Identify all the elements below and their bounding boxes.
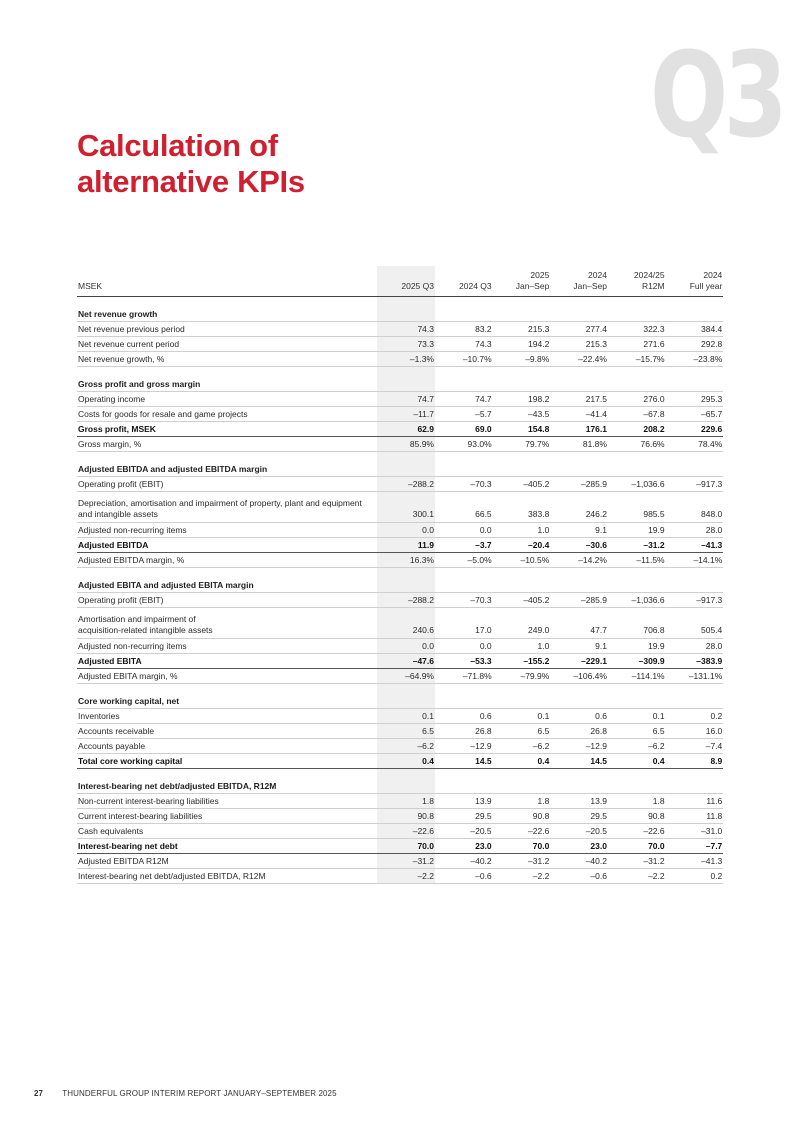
value-cell: 23.0 bbox=[550, 839, 608, 854]
value-cell: 295.3 bbox=[666, 392, 724, 407]
value-cell: 8.9 bbox=[666, 754, 724, 769]
empty-cell bbox=[493, 769, 551, 794]
value-cell: 69.0 bbox=[435, 422, 493, 437]
value-cell: –30.6 bbox=[550, 538, 608, 553]
value-cell: –23.8% bbox=[666, 352, 724, 367]
value-cell: –10.5% bbox=[493, 553, 551, 568]
row-label: Adjusted EBITDA bbox=[77, 538, 377, 553]
empty-cell bbox=[666, 684, 724, 709]
value-cell: 74.7 bbox=[435, 392, 493, 407]
empty-cell bbox=[666, 769, 724, 794]
value-cell: 0.4 bbox=[608, 754, 666, 769]
footer-text: THUNDERFUL GROUP INTERIM REPORT JANUARY–SEPTEMBER 2025 bbox=[62, 1089, 337, 1098]
empty-cell bbox=[550, 367, 608, 392]
empty-cell bbox=[550, 452, 608, 477]
row-label: Operating profit (EBIT) bbox=[77, 477, 377, 492]
footer bbox=[34, 1089, 337, 1098]
value-cell: 83.2 bbox=[435, 322, 493, 337]
column-header: 2025 Q3 bbox=[377, 266, 435, 297]
value-cell: 0.6 bbox=[550, 709, 608, 724]
value-cell: –31.2 bbox=[608, 538, 666, 553]
value-cell: 1.8 bbox=[377, 794, 435, 809]
table-total-row bbox=[77, 654, 723, 669]
value-cell: 322.3 bbox=[608, 322, 666, 337]
value-cell: 13.9 bbox=[550, 794, 608, 809]
table-row bbox=[77, 407, 723, 422]
table-row bbox=[77, 709, 723, 724]
value-cell: –20.5 bbox=[435, 824, 493, 839]
table-total-row bbox=[77, 754, 723, 769]
value-cell: –40.2 bbox=[435, 854, 493, 869]
empty-cell bbox=[550, 684, 608, 709]
value-cell: 29.5 bbox=[550, 809, 608, 824]
empty-cell bbox=[493, 367, 551, 392]
empty-cell bbox=[377, 684, 435, 709]
empty-cell bbox=[608, 297, 666, 322]
value-cell: –6.2 bbox=[377, 739, 435, 754]
value-cell: –12.9 bbox=[435, 739, 493, 754]
value-cell: 383.8 bbox=[493, 492, 551, 523]
empty-cell bbox=[377, 769, 435, 794]
value-cell: –15.7% bbox=[608, 352, 666, 367]
section-heading: Core working capital, net bbox=[77, 684, 377, 709]
value-cell: 276.0 bbox=[608, 392, 666, 407]
value-cell: –14.2% bbox=[550, 553, 608, 568]
value-cell: –6.2 bbox=[493, 739, 551, 754]
empty-cell bbox=[435, 568, 493, 593]
empty-cell bbox=[666, 297, 724, 322]
kpi-table bbox=[77, 266, 723, 884]
row-label: Accounts receivable bbox=[77, 724, 377, 739]
table-row bbox=[77, 477, 723, 492]
value-cell: –31.2 bbox=[608, 854, 666, 869]
empty-cell bbox=[493, 297, 551, 322]
row-label: Costs for goods for resale and game projects bbox=[77, 407, 377, 422]
empty-cell bbox=[435, 452, 493, 477]
empty-cell bbox=[550, 769, 608, 794]
value-cell: 9.1 bbox=[550, 523, 608, 538]
value-cell: 176.1 bbox=[550, 422, 608, 437]
q3-badge: Q3 bbox=[650, 26, 783, 164]
empty-cell bbox=[550, 568, 608, 593]
empty-cell bbox=[435, 684, 493, 709]
row-label: Interest-bearing net debt bbox=[77, 839, 377, 854]
table-row bbox=[77, 337, 723, 352]
value-cell: –229.1 bbox=[550, 654, 608, 669]
value-cell: –1.3% bbox=[377, 352, 435, 367]
value-cell: 73.3 bbox=[377, 337, 435, 352]
value-cell: –405.2 bbox=[493, 477, 551, 492]
table-row bbox=[77, 608, 723, 639]
table-row bbox=[77, 824, 723, 839]
value-cell: 74.3 bbox=[377, 322, 435, 337]
value-cell: –70.3 bbox=[435, 593, 493, 608]
value-cell: –405.2 bbox=[493, 593, 551, 608]
row-label: Net revenue growth, % bbox=[77, 352, 377, 367]
value-cell: 0.0 bbox=[435, 639, 493, 654]
empty-cell bbox=[608, 367, 666, 392]
page-title-line-1: Calculation of bbox=[77, 128, 278, 163]
value-cell: –106.4% bbox=[550, 669, 608, 684]
value-cell: –20.5 bbox=[550, 824, 608, 839]
row-label: Adjusted EBITA bbox=[77, 654, 377, 669]
value-cell: 0.4 bbox=[493, 754, 551, 769]
value-cell: –7.4 bbox=[666, 739, 724, 754]
section-heading: Net revenue growth bbox=[77, 297, 377, 322]
value-cell: 9.1 bbox=[550, 639, 608, 654]
value-cell: 29.5 bbox=[435, 809, 493, 824]
value-cell: 90.8 bbox=[377, 809, 435, 824]
column-header: 2025 Jan–Sep bbox=[493, 266, 551, 297]
value-cell: 17.0 bbox=[435, 608, 493, 639]
value-cell: –70.3 bbox=[435, 477, 493, 492]
row-label: Gross margin, % bbox=[77, 437, 377, 452]
value-cell: 0.1 bbox=[493, 709, 551, 724]
empty-cell bbox=[377, 367, 435, 392]
empty-cell bbox=[377, 568, 435, 593]
value-cell: –3.7 bbox=[435, 538, 493, 553]
value-cell: –22.6 bbox=[608, 824, 666, 839]
value-cell: 19.9 bbox=[608, 523, 666, 538]
value-cell: –1,036.6 bbox=[608, 593, 666, 608]
empty-cell bbox=[493, 568, 551, 593]
value-cell: –20.4 bbox=[493, 538, 551, 553]
table-row bbox=[77, 724, 723, 739]
row-label: Operating income bbox=[77, 392, 377, 407]
value-cell: 76.6% bbox=[608, 437, 666, 452]
value-cell: 0.0 bbox=[377, 523, 435, 538]
value-cell: 208.2 bbox=[608, 422, 666, 437]
row-label: Non-current interest-bearing liabilities bbox=[77, 794, 377, 809]
value-cell: 16.3% bbox=[377, 553, 435, 568]
value-cell: –285.9 bbox=[550, 593, 608, 608]
section-heading-row bbox=[77, 568, 723, 593]
value-cell: –0.6 bbox=[435, 869, 493, 884]
value-cell: –79.9% bbox=[493, 669, 551, 684]
row-label: Adjusted non-recurring items bbox=[77, 639, 377, 654]
value-cell: –6.2 bbox=[608, 739, 666, 754]
value-cell: 6.5 bbox=[493, 724, 551, 739]
value-cell: 271.6 bbox=[608, 337, 666, 352]
value-cell: –155.2 bbox=[493, 654, 551, 669]
value-cell: 14.5 bbox=[550, 754, 608, 769]
table-row bbox=[77, 553, 723, 568]
table-total-row bbox=[77, 538, 723, 553]
value-cell: 848.0 bbox=[666, 492, 724, 523]
value-cell: 23.0 bbox=[435, 839, 493, 854]
row-label: Depreciation, amortisation and impairment of property, plant and equipment and intangible assets bbox=[77, 492, 377, 523]
row-label: Cash equivalents bbox=[77, 824, 377, 839]
value-cell: –47.6 bbox=[377, 654, 435, 669]
value-cell: 0.1 bbox=[608, 709, 666, 724]
row-label: Adjusted EBITDA R12M bbox=[77, 854, 377, 869]
value-cell: 0.2 bbox=[666, 709, 724, 724]
empty-cell bbox=[608, 684, 666, 709]
value-cell: –7.7 bbox=[666, 839, 724, 854]
value-cell: –0.6 bbox=[550, 869, 608, 884]
row-label: Interest-bearing net debt/adjusted EBITDA, R12M bbox=[77, 869, 377, 884]
row-label: Current interest-bearing liabilities bbox=[77, 809, 377, 824]
value-cell: –41.3 bbox=[666, 854, 724, 869]
value-cell: 11.8 bbox=[666, 809, 724, 824]
value-cell: –1,036.6 bbox=[608, 477, 666, 492]
section-heading-row bbox=[77, 367, 723, 392]
table-row bbox=[77, 593, 723, 608]
value-cell: 0.0 bbox=[435, 523, 493, 538]
section-heading: Adjusted EBITA and adjusted EBITA margin bbox=[77, 568, 377, 593]
table-row bbox=[77, 869, 723, 884]
table-row bbox=[77, 669, 723, 684]
section-heading: Interest-bearing net debt/adjusted EBITDA, R12M bbox=[77, 769, 377, 794]
value-cell: 1.0 bbox=[493, 639, 551, 654]
value-cell: 384.4 bbox=[666, 322, 724, 337]
value-cell: 74.7 bbox=[377, 392, 435, 407]
column-header: 2024 Full year bbox=[666, 266, 724, 297]
empty-cell bbox=[550, 297, 608, 322]
value-cell: 70.0 bbox=[493, 839, 551, 854]
value-cell: 16.0 bbox=[666, 724, 724, 739]
value-cell: –71.8% bbox=[435, 669, 493, 684]
empty-cell bbox=[608, 769, 666, 794]
value-cell: 1.8 bbox=[493, 794, 551, 809]
empty-cell bbox=[435, 769, 493, 794]
value-cell: 90.8 bbox=[608, 809, 666, 824]
value-cell: 70.0 bbox=[377, 839, 435, 854]
unit-header: MSEK bbox=[77, 266, 377, 297]
value-cell: –10.7% bbox=[435, 352, 493, 367]
value-cell: –285.9 bbox=[550, 477, 608, 492]
empty-cell bbox=[377, 452, 435, 477]
value-cell: 11.9 bbox=[377, 538, 435, 553]
empty-cell bbox=[666, 367, 724, 392]
table-total-row bbox=[77, 839, 723, 854]
value-cell: –11.5% bbox=[608, 553, 666, 568]
value-cell: 154.8 bbox=[493, 422, 551, 437]
value-cell: –288.2 bbox=[377, 593, 435, 608]
value-cell: –31.2 bbox=[377, 854, 435, 869]
value-cell: 217.5 bbox=[550, 392, 608, 407]
value-cell: 81.8% bbox=[550, 437, 608, 452]
row-label: Inventories bbox=[77, 709, 377, 724]
row-label: Operating profit (EBIT) bbox=[77, 593, 377, 608]
empty-cell bbox=[493, 452, 551, 477]
section-heading-row bbox=[77, 452, 723, 477]
section-heading-row bbox=[77, 297, 723, 322]
value-cell: –41.4 bbox=[550, 407, 608, 422]
empty-cell bbox=[608, 568, 666, 593]
value-cell: 78.4% bbox=[666, 437, 724, 452]
table-row bbox=[77, 854, 723, 869]
value-cell: 198.2 bbox=[493, 392, 551, 407]
value-cell: 985.5 bbox=[608, 492, 666, 523]
value-cell: 249.0 bbox=[493, 608, 551, 639]
value-cell: 292.8 bbox=[666, 337, 724, 352]
value-cell: 11.6 bbox=[666, 794, 724, 809]
empty-cell bbox=[608, 452, 666, 477]
value-cell: –65.7 bbox=[666, 407, 724, 422]
value-cell: –31.2 bbox=[493, 854, 551, 869]
value-cell: 6.5 bbox=[377, 724, 435, 739]
value-cell: 246.2 bbox=[550, 492, 608, 523]
row-label: Adjusted EBITA margin, % bbox=[77, 669, 377, 684]
value-cell: –2.2 bbox=[377, 869, 435, 884]
row-label: Amortisation and impairment of acquisition-related intangible assets bbox=[77, 608, 377, 639]
value-cell: –53.3 bbox=[435, 654, 493, 669]
value-cell: 14.5 bbox=[435, 754, 493, 769]
value-cell: –31.0 bbox=[666, 824, 724, 839]
section-heading: Adjusted EBITDA and adjusted EBITDA margin bbox=[77, 452, 377, 477]
row-label: Gross profit, MSEK bbox=[77, 422, 377, 437]
value-cell: 706.8 bbox=[608, 608, 666, 639]
value-cell: 1.8 bbox=[608, 794, 666, 809]
value-cell: 194.2 bbox=[493, 337, 551, 352]
column-header: 2024 Q3 bbox=[435, 266, 493, 297]
empty-cell bbox=[666, 568, 724, 593]
empty-cell bbox=[435, 367, 493, 392]
value-cell: –2.2 bbox=[493, 869, 551, 884]
table-row bbox=[77, 352, 723, 367]
value-cell: –917.3 bbox=[666, 593, 724, 608]
value-cell: –40.2 bbox=[550, 854, 608, 869]
table-row bbox=[77, 392, 723, 407]
value-cell: 229.6 bbox=[666, 422, 724, 437]
value-cell: –309.9 bbox=[608, 654, 666, 669]
value-cell: 0.0 bbox=[377, 639, 435, 654]
table-row bbox=[77, 809, 723, 824]
empty-cell bbox=[377, 297, 435, 322]
page-number: 27 bbox=[34, 1089, 44, 1098]
table-row bbox=[77, 523, 723, 538]
column-header: 2024 Jan–Sep bbox=[550, 266, 608, 297]
value-cell: –43.5 bbox=[493, 407, 551, 422]
value-cell: –917.3 bbox=[666, 477, 724, 492]
table-header-row bbox=[77, 266, 723, 297]
value-cell: 0.2 bbox=[666, 869, 724, 884]
value-cell: –41.3 bbox=[666, 538, 724, 553]
row-label: Net revenue current period bbox=[77, 337, 377, 352]
empty-cell bbox=[666, 452, 724, 477]
empty-cell bbox=[493, 684, 551, 709]
table-row bbox=[77, 639, 723, 654]
value-cell: 90.8 bbox=[493, 809, 551, 824]
table-total-row bbox=[77, 422, 723, 437]
value-cell: –5.7 bbox=[435, 407, 493, 422]
value-cell: 0.6 bbox=[435, 709, 493, 724]
value-cell: –67.8 bbox=[608, 407, 666, 422]
value-cell: 215.3 bbox=[550, 337, 608, 352]
value-cell: 47.7 bbox=[550, 608, 608, 639]
value-cell: 277.4 bbox=[550, 322, 608, 337]
value-cell: –11.7 bbox=[377, 407, 435, 422]
value-cell: –9.8% bbox=[493, 352, 551, 367]
table-row bbox=[77, 794, 723, 809]
value-cell: 0.4 bbox=[377, 754, 435, 769]
value-cell: –12.9 bbox=[550, 739, 608, 754]
table-row bbox=[77, 322, 723, 337]
value-cell: 66.5 bbox=[435, 492, 493, 523]
page-title-line-2: alternative KPIs bbox=[77, 164, 305, 199]
value-cell: 85.9% bbox=[377, 437, 435, 452]
value-cell: 79.7% bbox=[493, 437, 551, 452]
page-title bbox=[77, 128, 305, 200]
value-cell: 70.0 bbox=[608, 839, 666, 854]
empty-cell bbox=[435, 297, 493, 322]
row-label: Net revenue previous period bbox=[77, 322, 377, 337]
value-cell: 28.0 bbox=[666, 639, 724, 654]
row-label: Total core working capital bbox=[77, 754, 377, 769]
value-cell: 0.1 bbox=[377, 709, 435, 724]
value-cell: –5.0% bbox=[435, 553, 493, 568]
value-cell: 26.8 bbox=[550, 724, 608, 739]
value-cell: 240.6 bbox=[377, 608, 435, 639]
value-cell: –2.2 bbox=[608, 869, 666, 884]
section-heading-row bbox=[77, 769, 723, 794]
value-cell: –22.6 bbox=[493, 824, 551, 839]
value-cell: –64.9% bbox=[377, 669, 435, 684]
value-cell: 1.0 bbox=[493, 523, 551, 538]
value-cell: 62.9 bbox=[377, 422, 435, 437]
value-cell: 505.4 bbox=[666, 608, 724, 639]
row-label: Accounts payable bbox=[77, 739, 377, 754]
value-cell: 215.3 bbox=[493, 322, 551, 337]
value-cell: –14.1% bbox=[666, 553, 724, 568]
row-label: Adjusted non-recurring items bbox=[77, 523, 377, 538]
value-cell: 74.3 bbox=[435, 337, 493, 352]
value-cell: 6.5 bbox=[608, 724, 666, 739]
value-cell: 93.0% bbox=[435, 437, 493, 452]
table-row bbox=[77, 492, 723, 523]
row-label: Adjusted EBITDA margin, % bbox=[77, 553, 377, 568]
section-heading-row bbox=[77, 684, 723, 709]
value-cell: 19.9 bbox=[608, 639, 666, 654]
value-cell: 13.9 bbox=[435, 794, 493, 809]
value-cell: –22.6 bbox=[377, 824, 435, 839]
value-cell: –131.1% bbox=[666, 669, 724, 684]
column-header: 2024/25 R12M bbox=[608, 266, 666, 297]
section-heading: Gross profit and gross margin bbox=[77, 367, 377, 392]
table-body bbox=[77, 297, 723, 884]
table-row bbox=[77, 739, 723, 754]
value-cell: –22.4% bbox=[550, 352, 608, 367]
value-cell: –288.2 bbox=[377, 477, 435, 492]
value-cell: 300.1 bbox=[377, 492, 435, 523]
value-cell: 28.0 bbox=[666, 523, 724, 538]
value-cell: –383.9 bbox=[666, 654, 724, 669]
value-cell: –114.1% bbox=[608, 669, 666, 684]
table-row bbox=[77, 437, 723, 452]
value-cell: 26.8 bbox=[435, 724, 493, 739]
